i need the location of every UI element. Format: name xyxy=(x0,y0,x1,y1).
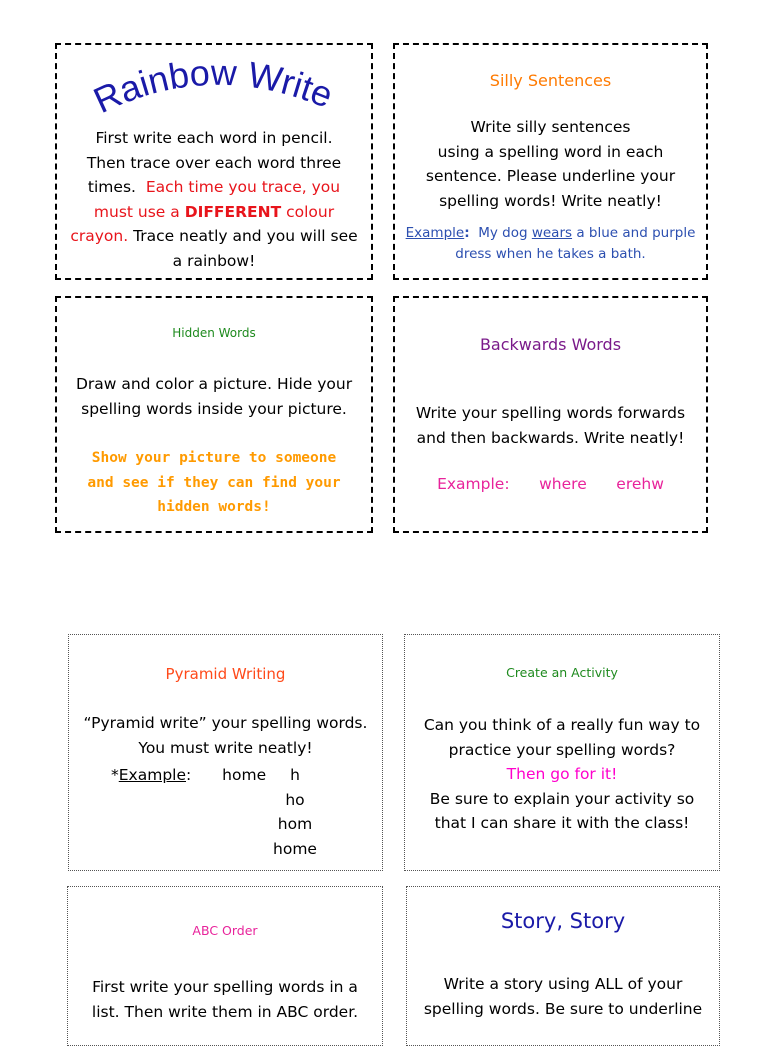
story-story-body: Write a story using ALL of your spelling words. Be sure to underline xyxy=(423,975,703,1018)
pyramid-example-words: h ho hom home xyxy=(273,766,317,858)
hidden-words-title: Hidden Words xyxy=(172,326,256,340)
pyramid-writing-title: Pyramid Writing xyxy=(165,665,286,683)
svg-text:Rainbow Write: Rainbow Write xyxy=(87,53,339,122)
card-pyramid-writing xyxy=(68,634,383,871)
story-story-title: Story, Story xyxy=(500,909,626,933)
backwards-words-example: Example: where erehw xyxy=(437,475,664,493)
hidden-words-note: Show your picture to someone and see if they can find your hidden words! xyxy=(87,450,341,515)
backwards-words-title: Backwards Words xyxy=(479,335,622,354)
card-backwards-words xyxy=(393,296,708,533)
backwards-words-body: Write your spelling words forwards and then backwards. Write neatly! xyxy=(415,404,686,447)
abc-order-title: ABC Order xyxy=(192,923,258,938)
create-activity-body: Can you think of a really fun way to practice your spelling words? Then go for it! Be sure to explain your activity so that I can share it with the class! xyxy=(423,716,701,832)
card-create-activity xyxy=(404,634,720,871)
hidden-words-body: Draw and color a picture. Hide your spelling words inside your picture. xyxy=(75,375,353,418)
card-abc-order xyxy=(67,886,383,1046)
silly-sentences-body: Write silly sentences using a spelling word in each sentence. Please underline your spelling words! Write neatly! xyxy=(425,118,676,210)
silly-sentences-example: Example: My dog wears a blue and purple dress when he takes a bath. xyxy=(405,225,696,262)
silly-sentences-title: Silly Sentences xyxy=(489,71,612,90)
pyramid-writing-body: “Pyramid write” your spelling words. You must write neatly! xyxy=(83,714,368,757)
rainbow-write-title xyxy=(57,53,375,133)
create-activity-title: Create an Activity xyxy=(506,665,618,680)
card-hidden-words xyxy=(55,296,373,533)
abc-order-body: First write your spelling words in a list. Then write them in ABC order. xyxy=(91,978,359,1021)
card-story-story xyxy=(406,886,720,1046)
pyramid-writing-example: *Example: home xyxy=(111,766,267,784)
card-silly-sentences xyxy=(393,43,708,280)
rainbow-write-body: First write each word in pencil. Then trace over each word three times. Each time you trace, you must use a DIFFERENT colour crayon. Trace neatly and you will see a rainbow! xyxy=(70,129,358,270)
card-rainbow-write xyxy=(55,43,373,280)
